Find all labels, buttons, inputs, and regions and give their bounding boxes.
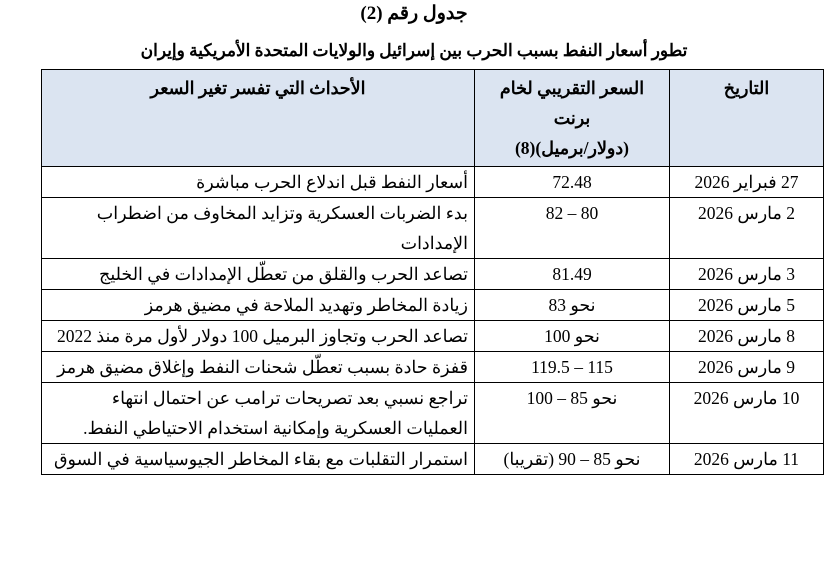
row-price: نحو 83 xyxy=(475,290,670,321)
row-event: استمرار التقلبات مع بقاء المخاطر الجيوسياسية في السوق xyxy=(42,444,475,475)
table-caption: تطور أسعار النفط بسبب الحرب بين إسرائيل والولايات المتحدة الأمريكية وإيران xyxy=(140,41,688,60)
table-row xyxy=(42,167,824,198)
header-date: التاريخ xyxy=(670,70,824,167)
header-price-line1: السعر التقريبي لخام برنت xyxy=(499,78,645,128)
row-date: 2 مارس 2026 xyxy=(670,198,824,259)
table-row xyxy=(42,444,824,475)
row-price: نحو 85 – 100 xyxy=(475,383,670,444)
row-date: 11 مارس 2026 xyxy=(670,444,824,475)
table-row xyxy=(42,383,824,444)
oil-price-table xyxy=(41,69,824,475)
row-event: تصاعد الحرب والقلق من تعطّل الإمدادات في الخليج xyxy=(42,259,475,290)
row-date: 10 مارس 2026 xyxy=(670,383,824,444)
row-event: زيادة المخاطر وتهديد الملاحة في مضيق هرمز xyxy=(42,290,475,321)
table-row xyxy=(42,352,824,383)
row-event: قفزة حادة بسبب تعطّل شحنات النفط وإغلاق مضيق هرمز xyxy=(42,352,475,383)
header-price-line2: (دولار/برميل)(8) xyxy=(514,138,630,158)
row-price: 115 – 119.5 xyxy=(475,352,670,383)
row-date: 27 فبراير 2026 xyxy=(670,167,824,198)
row-date: 3 مارس 2026 xyxy=(670,259,824,290)
row-price: 80 – 82 xyxy=(475,198,670,259)
row-price: نحو 100 xyxy=(475,321,670,352)
row-event: بدء الضربات العسكرية وتزايد المخاوف من اضطراب الإمدادات xyxy=(42,198,475,259)
row-event: أسعار النفط قبل اندلاع الحرب مباشرة xyxy=(42,167,475,198)
table-row xyxy=(42,290,824,321)
row-price: نحو 85 – 90 (تقريبا) xyxy=(475,444,670,475)
row-price: 81.49 xyxy=(475,259,670,290)
row-date: 8 مارس 2026 xyxy=(670,321,824,352)
table-number-title: جدول رقم (2) xyxy=(360,3,468,24)
table-header-row xyxy=(42,70,824,167)
table-row xyxy=(42,198,824,259)
header-events: الأحداث التي تفسر تغير السعر xyxy=(42,70,475,167)
table-row xyxy=(42,321,824,352)
row-event: تصاعد الحرب وتجاوز البرميل 100 دولار لأول مرة منذ 2022 xyxy=(42,321,475,352)
table-row xyxy=(42,259,824,290)
header-price xyxy=(475,70,670,167)
row-event: تراجع نسبي بعد تصريحات ترامب عن احتمال انتهاء العمليات العسكرية وإمكانية استخدام الاحتياطي النفط. xyxy=(42,383,475,444)
row-date: 5 مارس 2026 xyxy=(670,290,824,321)
row-price: 72.48 xyxy=(475,167,670,198)
row-date: 9 مارس 2026 xyxy=(670,352,824,383)
